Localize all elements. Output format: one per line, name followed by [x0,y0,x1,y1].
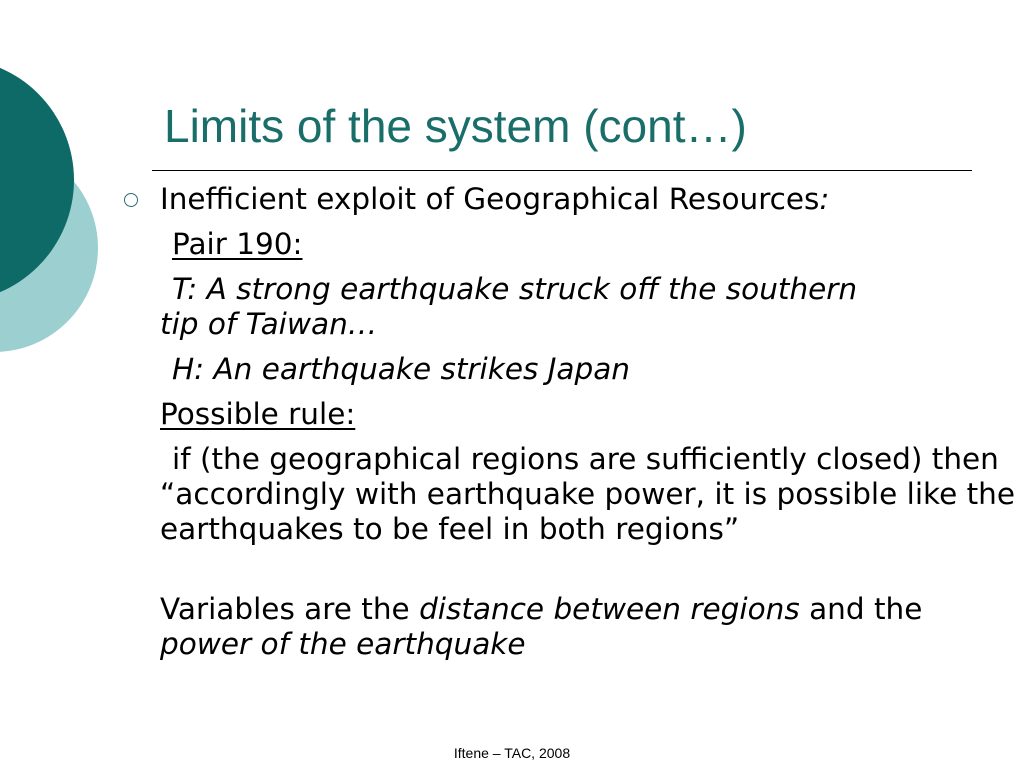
bullet-heading [160,182,1020,217]
slide-title: Limits of the system (cont…) [164,100,747,152]
pair-label [172,227,1024,262]
bullet-heading-text: Inefficient exploit of Geographical Resources [160,182,820,216]
variables-middle: and the [799,592,923,626]
text-line-t-1: T: A strong earthquake struck off the southern [172,272,858,306]
variables-prefix: Variables are the [160,592,420,626]
variables-text [160,592,1016,662]
title-divider [152,170,972,171]
rule-text: if (the geographical regions are sufficiently closed) then “accordingly with earthquake power, it is possible like the earthquakes to be feel in both regions” [160,442,1016,546]
variables-term-power: power of the earthquake [160,627,526,661]
hypothesis-line-h: H: An earthquake strikes Japan [172,352,630,386]
bullet-heading-colon: : [819,182,830,216]
rule-label-text: Possible rule: [160,397,356,431]
variables-term-distance: distance between regions [419,592,800,626]
hollow-circle-bullet-icon [124,193,138,207]
rule-label [160,397,1020,432]
text-line-t-2: tip of Taiwan… [160,307,378,341]
pair-label-text: Pair 190: [172,227,303,261]
decorative-circles [0,0,120,420]
slide-footer: Iftene – TAC, 2008 [453,745,571,761]
